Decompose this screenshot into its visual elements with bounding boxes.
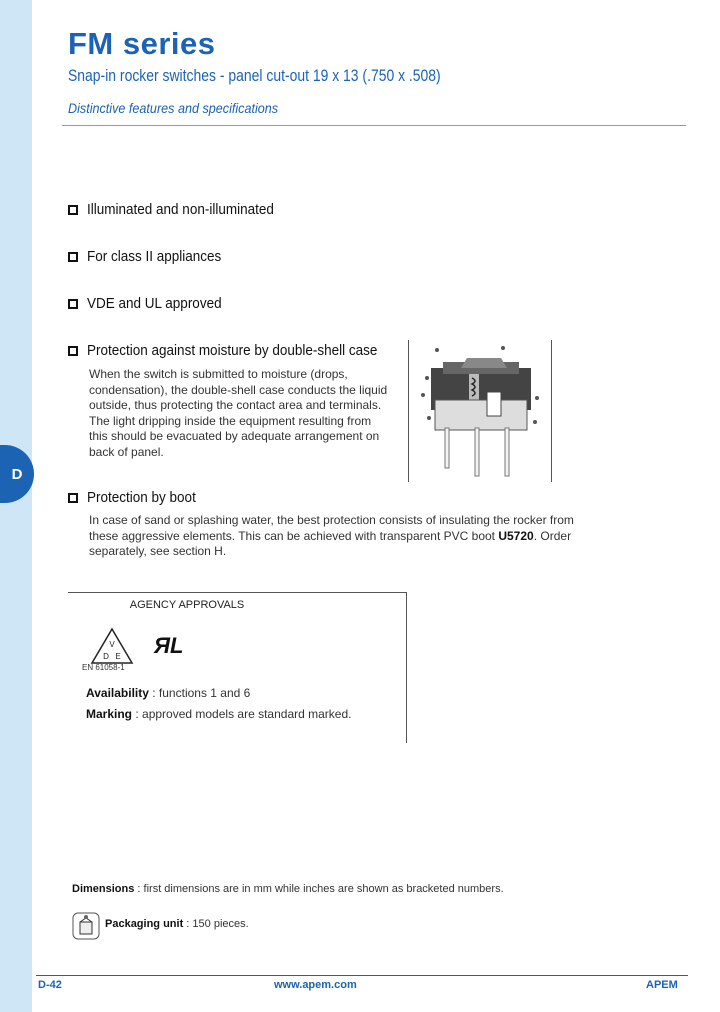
- ul-recognized-mark-icon: [152, 631, 198, 661]
- dimensions-note: Dimensions : first dimensions are in mm while inches are shown as bracketed numbers.: [72, 883, 504, 895]
- svg-text:ЯL: ЯL: [154, 633, 184, 658]
- feature-class-ii: For class II appliances: [68, 248, 236, 265]
- switch-cutaway-icon: [409, 340, 551, 482]
- marking-line: Marking : approved models are standard marked.: [86, 707, 352, 721]
- feature-vde-ul: VDE and UL approved: [68, 295, 237, 312]
- availability-line: Availability : functions 1 and 6: [86, 686, 251, 700]
- website-link[interactable]: www.apem.com: [274, 979, 357, 991]
- feature-boot: Protection by boot: [68, 489, 208, 506]
- checkbox-bullet-icon: [68, 299, 78, 309]
- svg-text:E: E: [115, 652, 121, 661]
- checkbox-bullet-icon: [68, 493, 78, 503]
- section-tab-d: D: [0, 445, 34, 503]
- packaging-box-icon: [72, 912, 100, 940]
- boot-part-number: U5720: [498, 528, 534, 543]
- svg-text:V: V: [109, 640, 115, 649]
- vde-standard: EN 61058-1: [82, 663, 125, 672]
- feature-illuminated: Illuminated and non-illuminated: [68, 201, 295, 218]
- feature-moisture: Protection against moisture by double-shell case: [68, 342, 410, 359]
- checkbox-bullet-icon: [68, 346, 78, 356]
- page-title: FM series: [68, 26, 216, 61]
- page-subtitle: Snap-in rocker switches - panel cut-out 19 x 13 (.750 x .508): [68, 66, 441, 85]
- agency-approvals-box: [68, 592, 407, 743]
- side-strip: [0, 0, 32, 1012]
- agency-title: AGENCY APPROVALS: [129, 599, 245, 611]
- vde-mark-icon: [82, 623, 142, 683]
- moisture-description: When the switch is submitted to moisture (drops, condensation), the double-shell case conducts the liquid outside, thus protecting the contact area and terminals. The light dripping inside the equipment resulting from this should be evacuated by adequate arrangement on back of panel.: [89, 367, 388, 459]
- checkbox-bullet-icon: [68, 252, 78, 262]
- svg-text:D: D: [103, 652, 109, 661]
- checkbox-bullet-icon: [68, 205, 78, 215]
- boot-description: In case of sand or splashing water, the best protection consists of insulating the rocker from these aggressive elements. This can be achieved with transparent PVC boot U5720. Order separately, see section H.: [89, 513, 574, 559]
- switch-cross-section-illustration: [408, 340, 552, 482]
- packaging-note: Packaging unit : 150 pieces.: [105, 918, 249, 930]
- brand-name: APEM: [646, 979, 678, 991]
- page-number: D-42: [38, 979, 62, 991]
- footer-divider: [36, 975, 688, 976]
- section-heading: Distinctive features and specifications: [68, 100, 279, 116]
- divider: [62, 125, 686, 126]
